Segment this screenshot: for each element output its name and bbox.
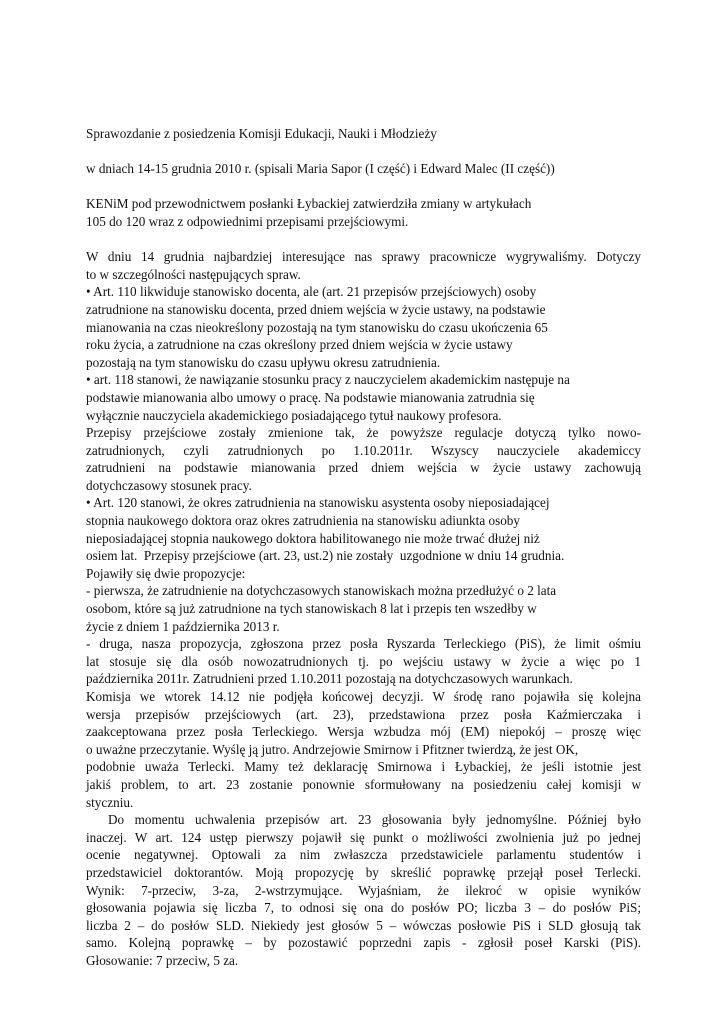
intro-line: 105 do 120 wraz z odpowiednimi przepisami przejściowymi. (86, 213, 409, 229)
body-line: osiem lat. Przepisy przejściowe (art. 23, ust.2) nie zostały uzgodnione w dniu 14 grudnia. (86, 548, 565, 564)
body-line: zaakceptowana przez posła Terleckiego. Wersja wzbudza mój (EM) niepokój – proszę więc (86, 724, 641, 740)
body-line: jakiś problem, to art. 23 zostanie ponownie sformułowany na posiedzeniu całej komisji w (86, 776, 641, 792)
body-line: Głosowanie: 7 przeciw, 5 za. (86, 952, 239, 968)
body-line: roku życia, a zatrudnione na czas określony przed dniem wejścia w życie ustawy (86, 337, 513, 353)
body-line: podstawie mianowania albo umowy o pracę. Na podstawie mianowania zatrudnia się (86, 389, 535, 405)
document-title (86, 125, 641, 143)
body-line: - pierwsza, że zatrudnienie na dotychczasowych stanowiskach można przedłużyć o 2 lata (86, 583, 557, 599)
body-line: przedstawiciel doktorantów. Moją propozycję by skreślić poprawkę przejął poseł Terlecki. (86, 864, 641, 880)
body-line: wersja przepisów przejściowych (art. 23), przedstawiona przez posła Kaźmierczaka i (86, 706, 641, 722)
body-line: podobnie uważa Terlecki. Mamy też deklarację Smirnowa i Łybackiej, że jeśli istotnie jest (86, 759, 641, 775)
body-line: • Art. 120 stanowi, że okres zatrudnienia na stanowisku asystenta osoby nieposiadającej (86, 495, 550, 511)
body-line: W dniu 14 grudnia najbardziej interesujące nas sprawy pracownicze wygrywaliśmy. Dotyczy (86, 249, 641, 265)
body-line: października 2011r. Zatrudnieni przed 1.10.2011 pozostają na dotychczasowych warunkach. (86, 671, 573, 687)
body-line: głosowania pojawia się liczba 7, to odnosi się ona do posłów PO; liczba 3 – do posłów PiS; (86, 900, 641, 916)
body-line: • art. 118 stanowi, że nawiązanie stosunku pracy z nauczycielem akademickim następuje na (86, 372, 570, 388)
body-line: Wynik: 7-przeciw, 3-za, 2-wstrzymujące. Wyjaśniam, że ilekroć w opisie wyników (86, 882, 641, 898)
body-line: pozostają na tym stanowisku do czasu upływu okresu zatrudnienia. (86, 354, 441, 370)
dates-line: w dniach 14-15 grudnia 2010 r. (spisali Maria Sapor (I część) i Edward Malec (II część)) (86, 161, 555, 177)
body-line: życie z dniem 1 października 2013 r. (86, 618, 280, 634)
body-line: styczniu. (86, 794, 134, 810)
body-line: inaczej. W art. 124 ustęp pierwszy pojawił się punkt o możliwości zwolnienia już po jednej (86, 829, 641, 845)
title-line: Sprawozdanie z posiedzenia Komisji Edukacji, Nauki i Młodzieży (86, 126, 437, 141)
body-line: nieposiadającej stopnia naukowego doktora habilitowanego nie może trwać dłużej niż (86, 530, 540, 546)
document-page (86, 125, 641, 970)
body-line: samo. Kolejną poprawkę – by pozostawić poprzedni zapis - zgłosił poseł Karski (PiS). (86, 935, 641, 951)
body-line: liczba 2 – do posłów SLD. Niekiedy jest głosów 5 – wówczas posłowie PiS i SLD głosują tak (86, 917, 641, 933)
body-line: zatrudnionych, czyli zatrudnionych po 1.10.2011r. Wszyscy nauczyciele akademiccy (86, 442, 641, 458)
body-text (86, 248, 641, 969)
body-line: wyłącznie nauczyciela akademickiego posiadającego tytuł naukowy profesora. (86, 407, 502, 423)
body-line: • Art. 110 likwiduje stanowisko docenta, ale (art. 21 przepisów przejściowych) osoby (86, 284, 537, 300)
body-line: o uważne przeczytanie. Wyślę ją jutro. Andrzejowie Smirnow i Pfitzner twierdzą, że jest OK, (86, 741, 579, 757)
body-line: ocenie negatywnej. Optowali za nim zwłaszcza przedstawiciele parlamentu studentów i (86, 847, 641, 863)
body-line: mianowania na czas nieokreślony pozostają na tym stanowisku do czasu ukończenia 65 (86, 319, 548, 335)
body-line: stopnia naukowego doktora oraz okres zatrudnienia na stanowisku adiunkta osoby (86, 513, 520, 529)
body-line: lat stosuje się dla osób nowozatrudnionych tj. po wejściu ustawy w życie a więc po 1 (86, 653, 641, 669)
body-line: - druga, nasza propozycja, zgłoszona przez posła Ryszarda Terleckiego (PiS), że limit ośmiu (86, 636, 641, 652)
intro-paragraph (86, 195, 641, 230)
body-line: Pojawiły się dwie propozycje: (86, 565, 246, 581)
body-line: Komisja we wtorek 14.12 nie podjęła końcowej decyzji. W środę rano pojawiła się kolejna (86, 689, 641, 704)
body-line: zatrudnione na stanowisku docenta, przed dniem wejścia w życie ustawy, na podstawie (86, 301, 546, 317)
document-dates (86, 160, 641, 178)
intro-line: KENiM pod przewodnictwem posłanki Łybackiej zatwierdziła zmiany w artykułach (86, 196, 532, 212)
body-line: dotychczasowy stosunek pracy. (86, 477, 252, 493)
body-line: to w szczególności następujących spraw. (86, 266, 301, 282)
body-line: zatrudnieni na podstawie mianowania przed dniem wejścia w życie ustawy zachowują (86, 460, 641, 476)
body-line: Do momentu uchwalenia przepisów art. 23 głosowania były jednomyślne. Później było (108, 812, 641, 828)
body-line: Przepisy przejściowe zostały zmienione tak, że powyższe regulacje dotyczą tylko nowo- (86, 425, 641, 441)
body-line: osobom, które są już zatrudnione na tych stanowiskach 8 lat i przepis ten wszedłby w (86, 601, 537, 617)
